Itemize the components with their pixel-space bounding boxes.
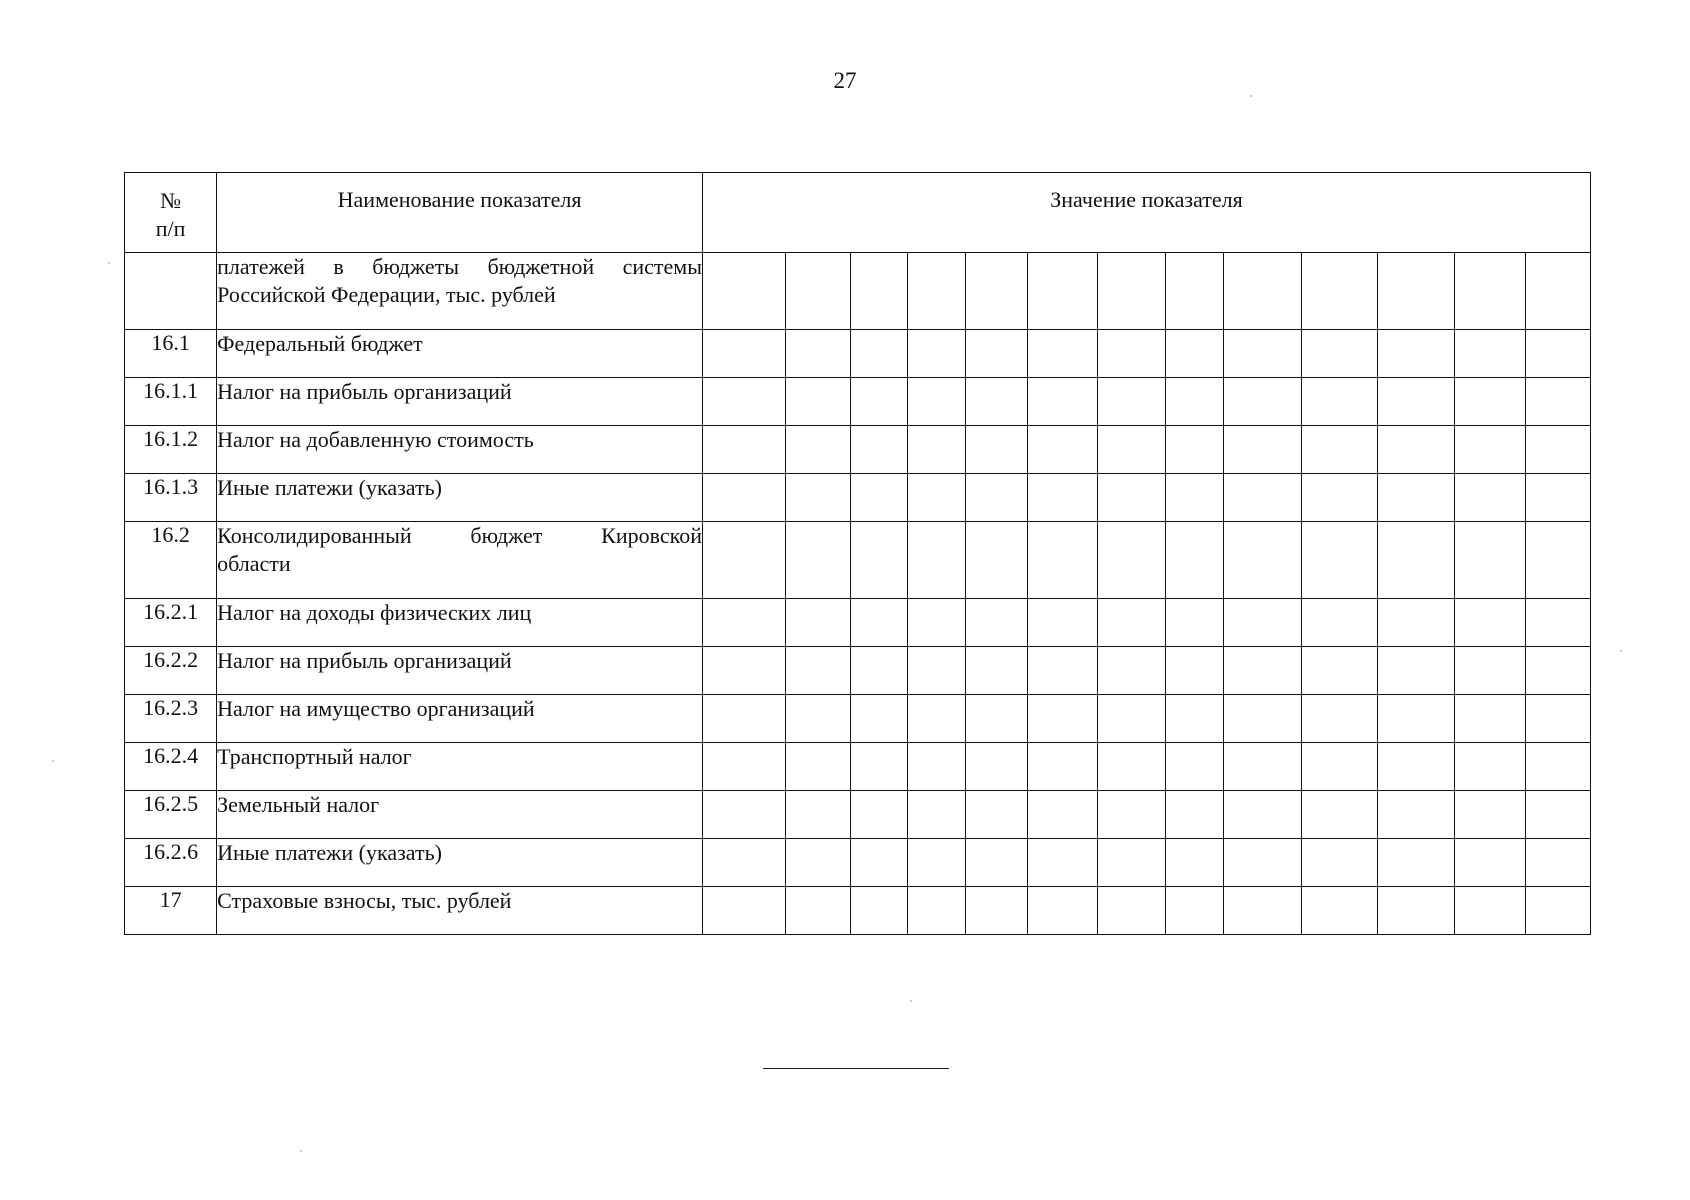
value-cell (703, 887, 786, 935)
row-name-cell: Налог на доходы физических лиц (217, 599, 703, 647)
value-cell (1454, 887, 1525, 935)
value-cell (1224, 743, 1301, 791)
table-row (125, 426, 1591, 474)
row-number-cell (125, 253, 217, 330)
value-cell (908, 743, 966, 791)
row-name-cell: Налог на прибыль организаций (217, 378, 703, 426)
row-name-cell (217, 522, 703, 599)
row-name-line: области (217, 551, 291, 576)
value-cell (1165, 695, 1224, 743)
value-cell (1097, 330, 1165, 378)
row-number-cell: 17 (125, 887, 217, 935)
scan-speck (1620, 650, 1622, 652)
value-cell (1301, 378, 1377, 426)
value-cell (1525, 522, 1590, 599)
value-cell (1301, 647, 1377, 695)
value-cell (1224, 839, 1301, 887)
value-cell (785, 791, 850, 839)
value-cell (1454, 330, 1525, 378)
value-cell (908, 522, 966, 599)
value-cell (1027, 695, 1097, 743)
value-cell (908, 378, 966, 426)
end-rule (763, 1068, 949, 1069)
value-cell (703, 743, 786, 791)
value-cell (1454, 647, 1525, 695)
value-cell (1165, 522, 1224, 599)
value-cell (1525, 743, 1590, 791)
value-cell (1224, 522, 1301, 599)
value-cell (1525, 695, 1590, 743)
scan-speck (910, 1000, 912, 1002)
row-number-cell: 16.1.1 (125, 378, 217, 426)
value-cell (908, 791, 966, 839)
header-number-cell (125, 173, 217, 253)
row-number-cell: 16.2.5 (125, 791, 217, 839)
value-cell (965, 791, 1027, 839)
row-number-cell: 16.2 (125, 522, 217, 599)
value-cell (1097, 743, 1165, 791)
value-cell (1097, 522, 1165, 599)
value-cell (908, 887, 966, 935)
value-cell (1097, 791, 1165, 839)
row-name-line: Российской Федерации, тыс. рублей (217, 282, 556, 307)
value-cell (1454, 253, 1525, 330)
value-cell (1378, 839, 1454, 887)
value-cell (1454, 522, 1525, 599)
value-cell (1378, 330, 1454, 378)
value-cell (965, 330, 1027, 378)
value-cell (1301, 791, 1377, 839)
value-cell (965, 426, 1027, 474)
value-cell (1027, 522, 1097, 599)
value-cell (1301, 695, 1377, 743)
value-cell (965, 647, 1027, 695)
value-cell (785, 695, 850, 743)
table-header-row (125, 173, 1591, 253)
value-cell (850, 426, 908, 474)
row-name-cell (217, 253, 703, 330)
value-cell (1224, 378, 1301, 426)
value-cell (1224, 474, 1301, 522)
value-cell (850, 791, 908, 839)
value-cell (908, 695, 966, 743)
value-cell (703, 695, 786, 743)
value-cell (1378, 378, 1454, 426)
header-number-sign: № (160, 188, 182, 213)
value-cell (1301, 253, 1377, 330)
value-cell (1378, 522, 1454, 599)
value-cell (1097, 647, 1165, 695)
value-cell (1224, 426, 1301, 474)
row-name-cell: Земельный налог (217, 791, 703, 839)
row-number-cell: 16.2.3 (125, 695, 217, 743)
value-cell (1525, 887, 1590, 935)
value-cell (1097, 378, 1165, 426)
value-cell (1525, 378, 1590, 426)
value-cell (1301, 743, 1377, 791)
value-cell (785, 378, 850, 426)
value-cell (1378, 647, 1454, 695)
value-cell (1027, 839, 1097, 887)
value-cell (703, 522, 786, 599)
value-cell (1525, 253, 1590, 330)
value-cell (1378, 695, 1454, 743)
value-cell (785, 599, 850, 647)
value-cell (1165, 474, 1224, 522)
value-cell (785, 474, 850, 522)
value-cell (1378, 426, 1454, 474)
row-number-cell: 16.1.3 (125, 474, 217, 522)
value-cell (1301, 330, 1377, 378)
value-cell (908, 647, 966, 695)
value-cell (1027, 791, 1097, 839)
row-name-cell: Страховые взносы, тыс. рублей (217, 887, 703, 935)
value-cell (703, 599, 786, 647)
value-cell (908, 474, 966, 522)
value-cell (850, 330, 908, 378)
value-cell (1097, 474, 1165, 522)
value-cell (1525, 599, 1590, 647)
value-cell (850, 647, 908, 695)
value-cell (703, 474, 786, 522)
value-cell (703, 378, 786, 426)
table-row (125, 330, 1591, 378)
value-cell (850, 887, 908, 935)
value-cell (1454, 695, 1525, 743)
value-cell (1027, 743, 1097, 791)
value-cell (703, 839, 786, 887)
value-cell (1027, 599, 1097, 647)
value-cell (1378, 791, 1454, 839)
value-cell (1224, 253, 1301, 330)
value-cell (850, 743, 908, 791)
table-row (125, 599, 1591, 647)
scan-speck (52, 760, 54, 762)
value-cell (1378, 743, 1454, 791)
page-number: 27 (833, 68, 857, 93)
value-cell (1027, 330, 1097, 378)
value-cell (1301, 599, 1377, 647)
value-cell (1378, 599, 1454, 647)
value-cell (1027, 474, 1097, 522)
value-cell (1097, 599, 1165, 647)
value-cell (1224, 599, 1301, 647)
value-cell (1165, 887, 1224, 935)
row-name-line: Консолидированный бюджет Кировской (217, 523, 702, 548)
table-row (125, 253, 1591, 330)
value-cell (965, 522, 1027, 599)
value-cell (908, 839, 966, 887)
value-cell (1097, 253, 1165, 330)
value-cell (1224, 695, 1301, 743)
table-row (125, 791, 1591, 839)
row-name-cell: Налог на имущество организаций (217, 695, 703, 743)
value-cell (703, 647, 786, 695)
value-cell (1165, 330, 1224, 378)
value-cell (1165, 599, 1224, 647)
scan-speck (300, 1150, 302, 1152)
table-row (125, 695, 1591, 743)
row-name-cell: Транспортный налог (217, 743, 703, 791)
value-cell (1525, 839, 1590, 887)
table-row (125, 378, 1591, 426)
value-cell (1378, 253, 1454, 330)
row-name-cell: Иные платежи (указать) (217, 839, 703, 887)
value-cell (1525, 426, 1590, 474)
value-cell (908, 599, 966, 647)
value-cell (908, 253, 966, 330)
value-cell (965, 599, 1027, 647)
row-number-cell: 16.1 (125, 330, 217, 378)
row-name-line: платежей в бюджеты бюджетной системы (217, 254, 702, 279)
value-cell (1165, 253, 1224, 330)
value-cell (1165, 743, 1224, 791)
value-cell (1301, 839, 1377, 887)
value-cell (1027, 378, 1097, 426)
value-cell (1097, 426, 1165, 474)
value-cell (1454, 599, 1525, 647)
value-cell (1224, 330, 1301, 378)
value-cell (1378, 474, 1454, 522)
value-cell (1165, 647, 1224, 695)
value-cell (703, 426, 786, 474)
row-name-cell: Налог на прибыль организаций (217, 647, 703, 695)
value-cell (1165, 378, 1224, 426)
table-row (125, 887, 1591, 935)
value-cell (1097, 695, 1165, 743)
header-values-cell: Значение показателя (703, 173, 1591, 253)
value-cell (785, 253, 850, 330)
value-cell (965, 474, 1027, 522)
value-cell (785, 330, 850, 378)
table-row (125, 522, 1591, 599)
value-cell (1378, 887, 1454, 935)
value-cell (785, 522, 850, 599)
row-name-cell: Иные платежи (указать) (217, 474, 703, 522)
value-cell (908, 426, 966, 474)
value-cell (1165, 839, 1224, 887)
value-cell (785, 743, 850, 791)
value-cell (785, 426, 850, 474)
value-cell (965, 378, 1027, 426)
table-row (125, 647, 1591, 695)
value-cell (1027, 426, 1097, 474)
row-name-cell: Федеральный бюджет (217, 330, 703, 378)
value-cell (965, 887, 1027, 935)
value-cell (850, 522, 908, 599)
value-cell (908, 330, 966, 378)
value-cell (1301, 474, 1377, 522)
value-cell (850, 474, 908, 522)
value-cell (850, 378, 908, 426)
value-cell (1525, 330, 1590, 378)
row-number-cell: 16.2.6 (125, 839, 217, 887)
value-cell (1165, 791, 1224, 839)
value-cell (1027, 647, 1097, 695)
value-cell (1097, 887, 1165, 935)
value-cell (850, 253, 908, 330)
indicators-table (124, 172, 1591, 935)
value-cell (850, 695, 908, 743)
value-cell (1454, 474, 1525, 522)
value-cell (1454, 426, 1525, 474)
value-cell (785, 839, 850, 887)
value-cell (1525, 474, 1590, 522)
row-name-cell: Налог на добавленную стоимость (217, 426, 703, 474)
value-cell (1301, 887, 1377, 935)
value-cell (1301, 522, 1377, 599)
table-row (125, 743, 1591, 791)
value-cell (850, 599, 908, 647)
value-cell (1027, 887, 1097, 935)
row-number-cell: 16.2.1 (125, 599, 217, 647)
value-cell (703, 330, 786, 378)
header-number-abbr: п/п (155, 216, 186, 241)
value-cell (703, 791, 786, 839)
value-cell (785, 647, 850, 695)
value-cell (1454, 839, 1525, 887)
value-cell (1224, 647, 1301, 695)
value-cell (1525, 791, 1590, 839)
table-row (125, 474, 1591, 522)
row-number-cell: 16.1.2 (125, 426, 217, 474)
value-cell (965, 695, 1027, 743)
row-number-cell: 16.2.2 (125, 647, 217, 695)
table-row (125, 839, 1591, 887)
value-cell (1027, 253, 1097, 330)
value-cell (785, 887, 850, 935)
value-cell (1224, 887, 1301, 935)
value-cell (1097, 839, 1165, 887)
scan-speck (108, 262, 110, 264)
value-cell (1454, 791, 1525, 839)
value-cell (703, 253, 786, 330)
value-cell (965, 253, 1027, 330)
value-cell (850, 839, 908, 887)
value-cell (1224, 791, 1301, 839)
value-cell (1454, 378, 1525, 426)
value-cell (1165, 426, 1224, 474)
scan-speck (1250, 95, 1252, 97)
row-number-cell: 16.2.4 (125, 743, 217, 791)
value-cell (1525, 647, 1590, 695)
value-cell (965, 839, 1027, 887)
value-cell (1454, 743, 1525, 791)
value-cell (1301, 426, 1377, 474)
value-cell (965, 743, 1027, 791)
header-name-cell: Наименование показателя (217, 173, 703, 253)
